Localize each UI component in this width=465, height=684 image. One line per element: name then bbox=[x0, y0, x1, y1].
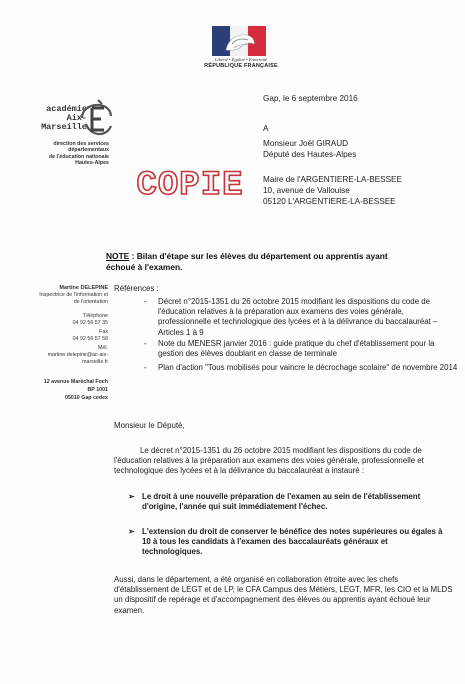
direction-line: départementaux bbox=[68, 147, 109, 154]
arrow-bullet-icon: ➢ bbox=[128, 527, 135, 536]
arrow-bullet-icon: ➢ bbox=[128, 492, 135, 501]
recipient-prefix: A bbox=[263, 124, 269, 133]
academy-line2: Aix-Marseille bbox=[41, 113, 87, 132]
academy-e-logo-icon bbox=[78, 96, 114, 140]
references-label: Références : bbox=[114, 284, 159, 293]
direction-block bbox=[29, 141, 109, 167]
contact-email: martine.delepine@ac-aix- bbox=[47, 352, 108, 358]
salutation: Monsieur le Député, bbox=[114, 421, 185, 430]
note-label: NOTE bbox=[106, 251, 130, 261]
contact-phone: 04 92 56 57 35 bbox=[72, 320, 108, 326]
contact-role: Inspectrice de l'information et bbox=[39, 292, 108, 298]
note-text: : Bilan d'étape sur les élèves du département ou apprentis ayant échoué à l'examen. bbox=[106, 251, 388, 272]
arrow-list-item bbox=[128, 492, 450, 512]
body-paragraph: Le décret n°2015-1351 du 26 octobre 2015 modifiant les dispositions du code de l'éducation relatives à la préparation aux examens des voies générale, professionnelle et technologique des lycées et à la délivrance du baccalauréat a instauré : bbox=[114, 446, 424, 476]
direction-line: direction des services bbox=[53, 141, 109, 147]
recipient-name: Monsieur Joël GIRAUD bbox=[263, 139, 349, 148]
academy-line1: académie bbox=[46, 104, 87, 114]
recipient-address-line1: 10, avenue de Vallouise bbox=[263, 186, 350, 195]
direction-line: Hautes-Alpes bbox=[75, 160, 109, 167]
reference-item bbox=[144, 339, 458, 359]
reference-text: Note du MENESR janvier 2016 : guide pratique du chef d'établissement pour la gestion des élèves doublant en classe de terminale bbox=[158, 339, 435, 359]
recipient-address-line2: 05120 L'ARGENTIERE-LA-BESSEE bbox=[263, 197, 396, 206]
marianne-logo-icon bbox=[212, 26, 266, 56]
contact-fax-label: Fax bbox=[99, 329, 108, 335]
direction-line: de l'éducation nationale bbox=[48, 153, 109, 160]
reference-item bbox=[144, 297, 458, 338]
logo-republic: RÉPUBLIQUE FRANÇAISE bbox=[204, 63, 278, 69]
dash-bullet-icon: - bbox=[144, 363, 147, 372]
body-paragraph: Aussi, dans le département, a été organisé en collaboration étroite avec les chefs d'établissement de LEGT et de LP, le CFA Campus des Métiers, LEGT, MFR, les CIO et la MLDS un dispositif de repérage et d'accompagnement des élèves ou apprentis ayant échoué leur examen. bbox=[114, 575, 453, 615]
contact-address: BP 1001 bbox=[87, 387, 108, 393]
copie-stamp-text: COPIE bbox=[136, 167, 244, 205]
dash-bullet-icon: - bbox=[144, 339, 147, 348]
contact-email-label: Mél. bbox=[97, 345, 108, 351]
contact-phone-label: Téléphone bbox=[82, 313, 108, 319]
dash-bullet-icon: - bbox=[144, 297, 147, 306]
recipient-title: Député des Hautes-Alpes bbox=[263, 150, 357, 159]
letter-date: Gap, le 6 septembre 2016 bbox=[263, 94, 358, 103]
recipient-mayor: Maire de l'ARGENTIERE-LA-BESSEE bbox=[263, 175, 402, 184]
logo-motto: Liberté • Égalité • Fraternité bbox=[214, 57, 268, 62]
note-heading bbox=[106, 251, 406, 272]
contact-email: marseille.fr bbox=[82, 359, 108, 365]
reference-text: Plan d'action "Tous mobilisés pour vaincre le décrochage scolaire" de novembre 2014 bbox=[158, 363, 458, 372]
arrow-list-item bbox=[128, 527, 450, 558]
arrow-item-text: L'extension du droit de conserver le bénéfice des notes supérieures ou égales à 10 à tous les candidats à l'examen des baccalauréats généraux et technologiques. bbox=[142, 527, 443, 557]
contact-role: de l'orientation bbox=[73, 299, 108, 305]
arrow-item-text: Le droit à une nouvelle préparation de l'examen au sein de l'établissement d'origine, l'année qui suit immédiatement l'échec. bbox=[142, 492, 421, 512]
reference-text: Décret n°2015-1351 du 26 octobre 2015 modifiant les dispositions du code de l'éducation relatives à la préparation aux examens des voies générale, professionnelle et technologique des lycées et à la délivrance du baccalauréat – Articles 1 à 9 bbox=[158, 297, 438, 337]
contact-address: 05010 Gap cedex bbox=[65, 395, 108, 401]
reference-item bbox=[144, 363, 458, 373]
contact-fax: 04 92 56 57 58 bbox=[72, 336, 108, 342]
contact-address: 12 avenue Maréchal Foch bbox=[43, 379, 108, 385]
copie-stamp bbox=[136, 166, 244, 205]
contact-name: Martine DELEPINE bbox=[59, 285, 108, 291]
